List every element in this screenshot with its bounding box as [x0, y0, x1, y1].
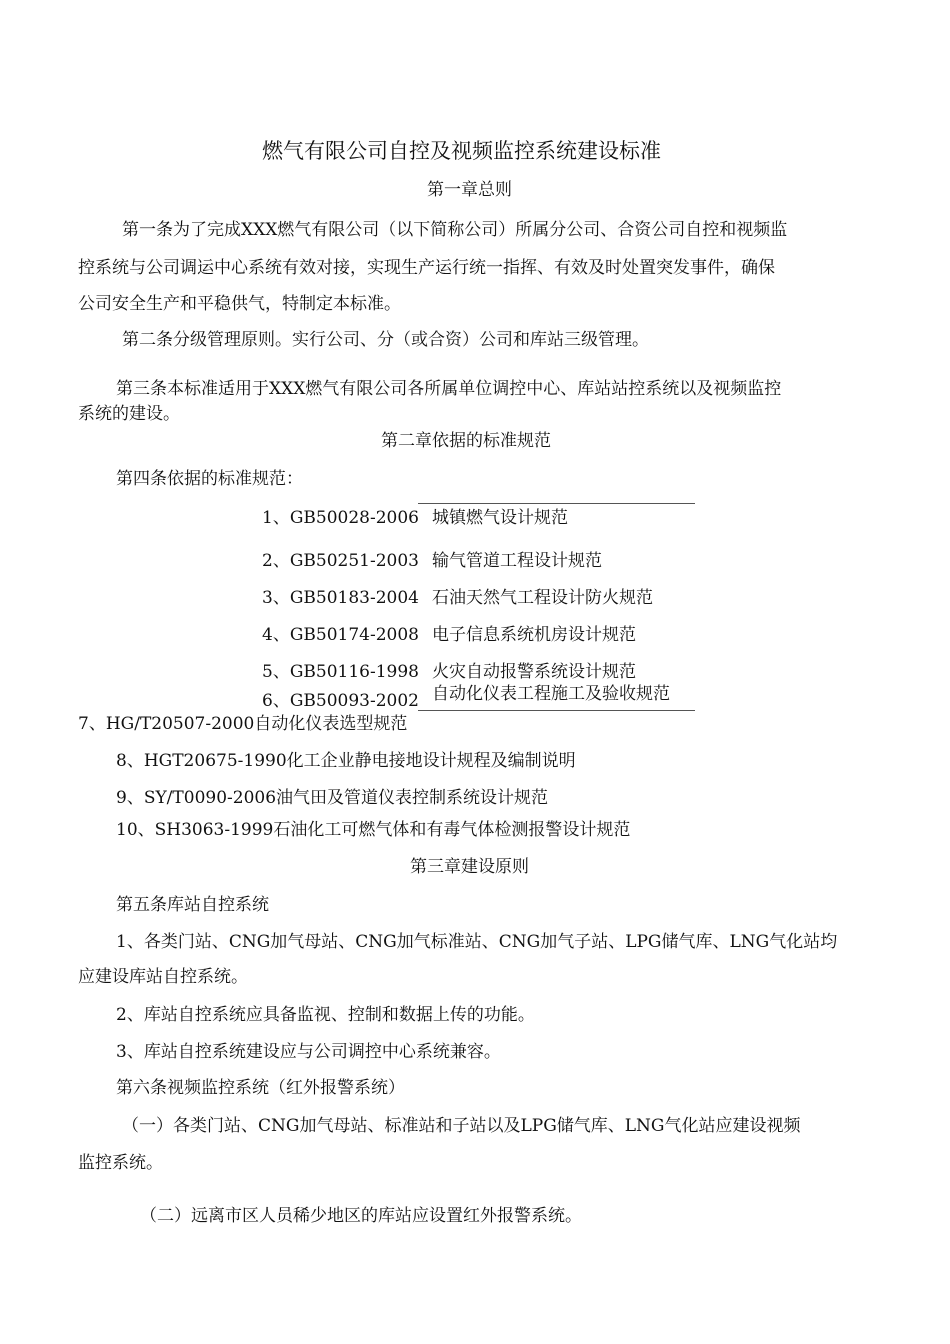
article-6-item-2: （二）远离市区人员稀少地区的库站应设置红外报警系统。	[140, 1206, 582, 1226]
article-5-item-3: 3、库站自控系统建设应与公司调控中心系统兼容。	[116, 1042, 501, 1062]
standard-10: 10、SH3063-1999石油化工可燃气体和有毒气体检测报警设计规范	[116, 820, 631, 840]
article-6-item-1-line-1: （一）各类门站、CNG加气母站、标准站和子站以及LPG储气库、LNG气化站应建设视频	[122, 1116, 801, 1136]
standard-name: 输气管道工程设计规范	[432, 551, 602, 571]
standard-name: 火灾自动报警系统设计规范	[432, 662, 636, 682]
article-5-item-1-line-2: 应建设库站自控系统。	[78, 967, 248, 987]
standard-7: 7、HG/T20507-2000自动化仪表选型规范	[78, 714, 408, 734]
standard-code: 5、GB50116-1998	[262, 662, 419, 682]
article-1-line-1: 第一条为了完成XXX燃气有限公司（以下简称公司）所属分公司、合资公司自控和视频监	[122, 220, 788, 240]
article-5: 第五条库站自控系统	[116, 895, 269, 915]
doc-title: 燃气有限公司自控及视频监控系统建设标准	[262, 139, 661, 163]
article-1-line-3: 公司安全生产和平稳供气，特制定本标准。	[78, 294, 401, 314]
standard-code: 3、GB50183-2004	[262, 588, 419, 608]
article-5-item-1-line-1: 1、各类门站、CNG加气母站、CNG加气标准站、CNG加气子站、LPG储气库、LNG气化站均	[116, 932, 838, 952]
standard-9: 9、SY/T0090-2006油气田及管道仪表控制系统设计规范	[116, 788, 549, 808]
chapter-1-heading: 第一章总则	[427, 180, 512, 200]
article-2: 第二条分级管理原则。实行公司、分（或合资）公司和库站三级管理。	[122, 330, 649, 350]
article-3-line-1: 第三条本标准适用于XXX燃气有限公司各所属单位调控中心、库站站控系统以及视频监控	[116, 379, 782, 399]
article-1-line-2: 控系统与公司调运中心系统有效对接，实现生产运行统一指挥、有效及时处置突发事件，确保	[78, 258, 775, 278]
standard-name: 电子信息系统机房设计规范	[432, 625, 636, 645]
standard-code: 6、GB50093-2002	[262, 691, 419, 711]
table-bottom-rule	[418, 710, 695, 711]
article-4: 第四条依据的标准规范：	[116, 469, 303, 489]
chapter-2-heading: 第二章依据的标准规范	[381, 431, 551, 451]
standard-name: 城镇燃气设计规范	[432, 508, 568, 528]
table-top-rule	[418, 503, 695, 504]
standard-code: 1、GB50028-2006	[262, 508, 419, 528]
article-3-line-2: 系统的建设。	[78, 404, 180, 424]
standard-8: 8、HGT20675-1990化工企业静电接地设计规程及编制说明	[116, 751, 576, 771]
article-6-item-1-line-2: 监控系统。	[78, 1153, 163, 1173]
article-6: 第六条视频监控系统（红外报警系统）	[116, 1078, 405, 1098]
chapter-3-heading: 第三章建设原则	[410, 857, 529, 877]
standard-name: 石油天然气工程设计防火规范	[432, 588, 653, 608]
standard-code: 4、GB50174-2008	[262, 625, 419, 645]
standard-code: 2、GB50251-2003	[262, 551, 419, 571]
standard-name: 自动化仪表工程施工及验收规范	[432, 684, 670, 704]
article-5-item-2: 2、库站自控系统应具备监视、控制和数据上传的功能。	[116, 1005, 535, 1025]
